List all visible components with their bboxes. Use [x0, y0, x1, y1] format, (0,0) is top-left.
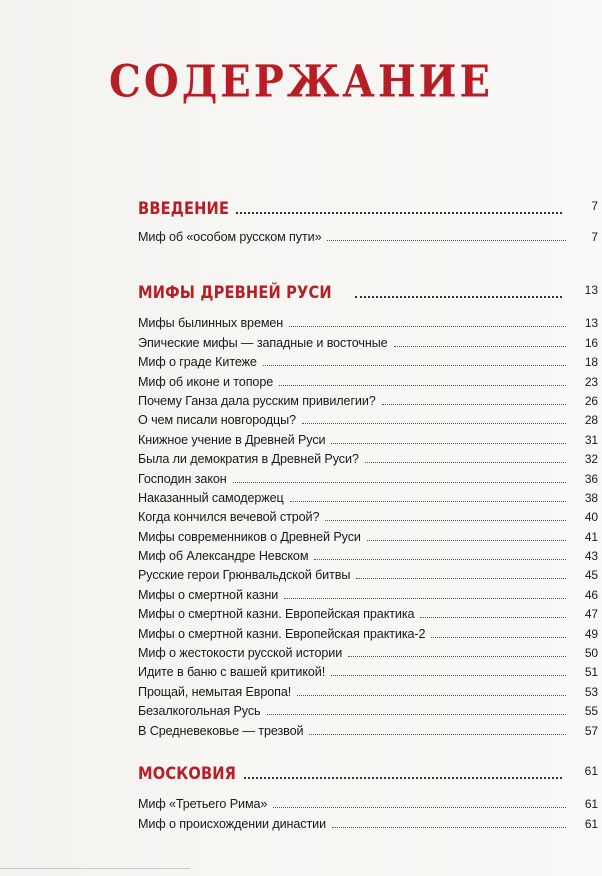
dot-leader	[420, 617, 566, 618]
toc-item[interactable]	[138, 679, 598, 698]
toc-item[interactable]	[138, 350, 598, 369]
toc-item-page-number: 16	[584, 335, 598, 350]
toc-item-title: О чем писали новгородцы?	[138, 413, 296, 428]
dot-leader	[394, 346, 566, 347]
toc-item[interactable]	[138, 225, 598, 244]
toc-item-page-number: 26	[584, 393, 598, 408]
toc-item[interactable]	[138, 486, 598, 505]
section-heading-row[interactable]	[138, 277, 598, 303]
dot-leader	[279, 385, 566, 386]
dot-leader	[348, 656, 566, 657]
toc-item-page-number: 7	[591, 230, 598, 245]
toc-item[interactable]	[138, 427, 598, 446]
dot-leader	[297, 695, 566, 696]
toc-item-title: Мифы былинных времен	[138, 316, 284, 331]
toc-item-title: Эпические мифы — западные и восточные	[138, 335, 388, 350]
dot-leader	[244, 777, 562, 779]
toc-item[interactable]	[138, 369, 598, 388]
section-page-number: 61	[584, 764, 598, 778]
toc-item-page-number: 49	[584, 626, 598, 641]
toc-item-page-number: 18	[584, 355, 598, 370]
toc-item[interactable]	[138, 466, 598, 485]
toc-item-page-number: 51	[584, 665, 598, 680]
dot-leader	[331, 675, 566, 676]
dot-leader	[267, 714, 566, 715]
toc-item[interactable]	[138, 602, 598, 621]
toc-item[interactable]	[138, 792, 598, 811]
dot-leader	[367, 540, 566, 541]
toc-item-list	[138, 792, 598, 831]
toc-item-title: Когда кончился вечевой строй?	[138, 510, 320, 525]
section-heading-row[interactable]	[138, 193, 598, 219]
dot-leader	[431, 637, 566, 638]
toc-section-introduction	[138, 193, 598, 244]
toc-item-page-number: 50	[584, 646, 598, 661]
dot-leader	[273, 807, 566, 808]
toc-item-title: Миф о происхождении династии	[138, 816, 327, 831]
toc-item-title: Мифы о смертной казни. Европейская практика	[138, 607, 415, 622]
toc-item-page-number: 13	[584, 316, 598, 331]
toc-item-title: Миф «Третьего Рима»	[138, 797, 268, 812]
toc-item-title: Почему Ганза дала русским привилегии?	[138, 393, 376, 408]
dot-leader	[233, 482, 566, 483]
toc-item-title: Была ли демократия в Древней Руси?	[138, 452, 359, 467]
dot-leader	[331, 443, 566, 444]
section-title: МОСКОВИЯ	[138, 764, 237, 784]
dot-leader	[365, 462, 566, 463]
toc-section-muscovy	[138, 758, 598, 831]
dot-leader	[309, 734, 566, 735]
toc-item-title: Миф об Александре Невском	[138, 549, 309, 564]
toc-item-page-number: 43	[584, 549, 598, 564]
toc-item[interactable]	[138, 330, 598, 349]
toc-item-title: Мифы современников о Древней Руси	[138, 529, 361, 544]
toc-item-title: Миф об «особом русском пути»	[138, 230, 322, 245]
section-page-number: 13	[584, 283, 598, 297]
toc-item-title: Наказанный самодержец	[138, 490, 284, 505]
dot-leader	[263, 365, 566, 366]
toc-item-page-number: 55	[584, 704, 598, 719]
toc-item-page-number: 45	[584, 568, 598, 583]
toc-item[interactable]	[138, 811, 598, 830]
toc-item-page-number: 61	[584, 816, 598, 831]
toc-item-title: Миф о жестокости русской истории	[138, 646, 343, 661]
toc-item-title: Миф об иконе и топоре	[138, 374, 274, 389]
toc-item-page-number: 38	[584, 490, 598, 505]
toc-item-title: Прощай, немытая Европа!	[138, 684, 292, 699]
toc-item-page-number: 53	[584, 684, 598, 699]
dot-leader	[325, 520, 566, 521]
toc-item[interactable]	[138, 408, 598, 427]
toc-item-page-number: 61	[584, 797, 598, 812]
toc-item-title: Миф о граде Китеже	[138, 355, 257, 370]
toc-item[interactable]	[138, 621, 598, 640]
section-heading-row[interactable]	[138, 758, 598, 784]
toc-item-page-number: 47	[584, 607, 598, 622]
toc-item-page-number: 41	[584, 529, 598, 544]
section-title: МИФЫ ДРЕВНЕЙ РУСИ	[138, 283, 332, 303]
toc-item[interactable]	[138, 582, 598, 601]
toc-item-title: Мифы о смертной казни. Европейская практика-2	[138, 626, 426, 641]
section-page-number: 7	[591, 199, 598, 213]
toc-item-title: В Средневековье — трезвой	[138, 723, 304, 738]
toc-item-page-number: 36	[584, 471, 598, 486]
dot-leader	[356, 578, 566, 579]
toc-item[interactable]	[138, 544, 598, 563]
dot-leader	[302, 423, 566, 424]
toc-item-page-number: 23	[584, 374, 598, 389]
toc-item-page-number: 31	[584, 432, 598, 447]
toc-item[interactable]	[138, 660, 598, 679]
toc-item-title: Мифы о смертной казни	[138, 587, 279, 602]
toc-section-ancient-rus	[138, 277, 598, 738]
toc-item-page-number: 57	[584, 723, 598, 738]
toc-item-title: Русские герои Грюнвальдской битвы	[138, 568, 351, 583]
toc-item[interactable]	[138, 524, 598, 543]
dot-leader	[382, 404, 566, 405]
dot-leader	[314, 559, 566, 560]
toc-item-title: Господин закон	[138, 471, 227, 486]
toc-item[interactable]	[138, 311, 598, 330]
dot-leader	[355, 296, 562, 298]
toc-item-list	[138, 311, 598, 738]
toc-item-page-number: 46	[584, 587, 598, 602]
toc-item-title: Безалкогольная Русь	[138, 704, 261, 719]
toc-item[interactable]	[138, 389, 598, 408]
page-title: СОДЕРЖАНИЕ	[109, 55, 493, 108]
toc-item-page-number: 32	[584, 452, 598, 467]
toc-item[interactable]	[138, 447, 598, 466]
dot-leader	[289, 326, 566, 327]
dot-leader	[327, 240, 566, 241]
toc-item[interactable]	[138, 699, 598, 718]
toc-item[interactable]	[138, 718, 598, 737]
dot-leader	[284, 598, 566, 599]
dot-leader	[332, 827, 566, 828]
toc-item-title: Книжное учение в Древней Руси	[138, 432, 326, 447]
toc-item[interactable]	[138, 641, 598, 660]
toc-item[interactable]	[138, 505, 598, 524]
toc-item-title: Идите в баню с вашей критикой!	[138, 665, 326, 680]
section-title: ВВЕДЕНИЕ	[138, 199, 230, 219]
toc-item-list	[138, 225, 598, 244]
dot-leader	[236, 212, 562, 214]
dot-leader	[290, 501, 566, 502]
page-edge-line	[0, 868, 190, 869]
toc-item-page-number: 40	[584, 510, 598, 525]
toc-item-page-number: 28	[584, 413, 598, 428]
toc-item[interactable]	[138, 563, 598, 582]
